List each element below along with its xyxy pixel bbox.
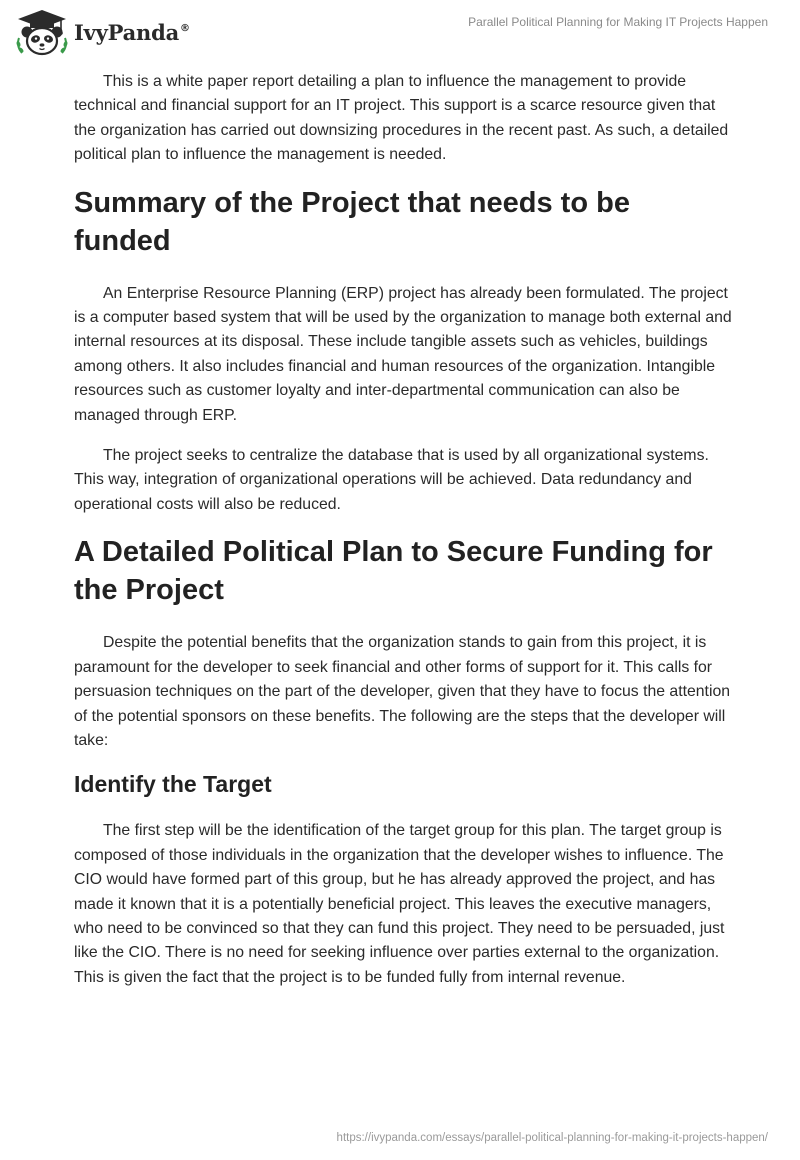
paragraph: The first step will be the identification of the target group for this plan. The target group is composed of those individuals in the organization that the developer wishes to influence. The CIO would have formed part of this group, but he has already approved the project, and has made it known that it is a potentially beneficial project. This leaves the executive managers, who need to be convinced so that they can fund this project. They need to be persuaded, just like the CIO. There is no need for seeking influence over parties external to the organization. This is given the fact that the project is to be funded fully from internal revenue. — [74, 822, 725, 986]
paragraph: The project seeks to centralize the database that is used by all organizational systems. This way, integration of organizational operations will be achieved. Data redundancy and operational costs will also be reduced. — [74, 447, 709, 513]
subsection-heading-identify-target: Identify the Target — [74, 771, 272, 798]
source-url[interactable]: https://ivypanda.com/essays/parallel-political-planning-for-making-it-projects-happen/ — [336, 1132, 768, 1144]
brand-name: IvyPanda® — [74, 19, 190, 45]
paragraph: An Enterprise Resource Planning (ERP) project has already been formulated. The project is a computer based system that will be used by the organization to manage both external and internal resources at its disposal. These include tangible assets such as vehicles, buildings among others. It also includes financial and human resources of the organization. Intangible resources such as customer loyalty and inter-departmental communication can also be managed through ERP. — [74, 284, 732, 424]
section-heading-political-plan: A Detailed Political Plan to Secure Funding for the Project — [74, 536, 713, 607]
paragraph: Despite the potential benefits that the organization stands to gain from this project, it is paramount for the developer to seek financial and other forms of support for it. This calls for persuasion techniques on the part of the developer, given that they have to focus the attention of the potential sponsors on these benefits. The following are the steps that the developer will take: — [74, 634, 731, 749]
brand-logo[interactable] — [14, 8, 190, 58]
document-title: Parallel Political Planning for Making IT Projects Happen — [468, 15, 768, 29]
panda-graduate-icon — [14, 8, 70, 58]
section-heading-project-summary: Summary of the Project that needs to be funded — [74, 186, 630, 257]
intro-paragraph: This is a white paper report detailing a plan to influence the management to provide technical and financial support for an IT project. This support is a scarce resource given that the organization has carried out downsizing procedures in the recent past. As such, a detailed political plan to influence the management is needed. — [74, 73, 729, 164]
registered-mark: ® — [180, 22, 190, 34]
article-body — [74, 70, 734, 1006]
page-header — [0, 0, 800, 66]
